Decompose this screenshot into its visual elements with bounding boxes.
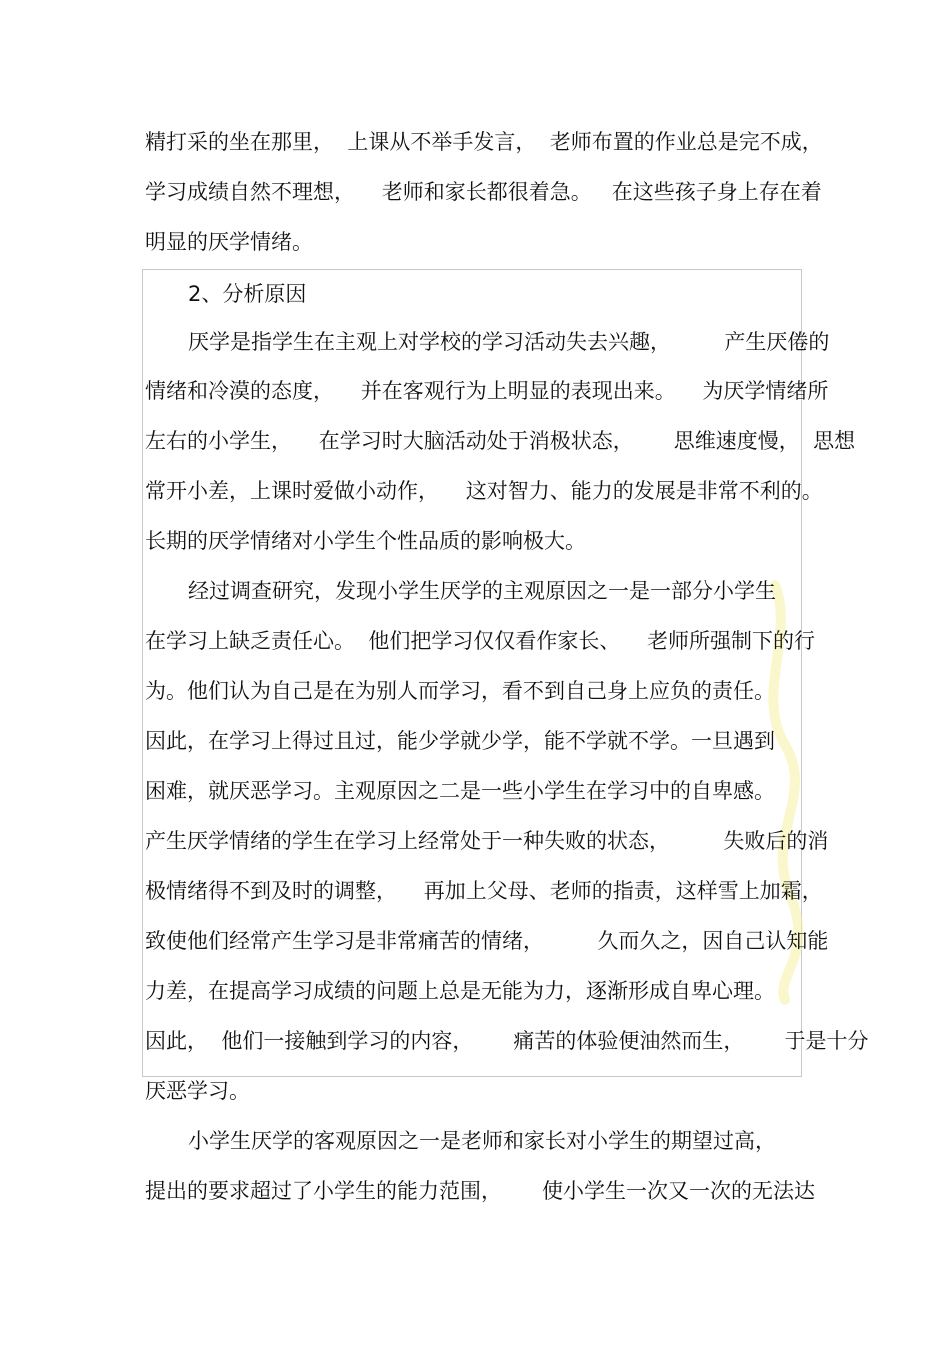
text-line-17: 致使他们经常产生学习是非常痛苦的情绪， 久而久之，因自己认知能	[145, 929, 829, 953]
text-line-18: 力差，在提高学习成绩的问题上总是无能为力，逐渐形成自卑心理。	[145, 979, 775, 1003]
text-line-5: 厌学是指学生在主观上对学校的学习活动失去兴趣， 产生厌倦的	[188, 330, 830, 354]
text-line-9: 长期的厌学情绪对小学生个性品质的影响极大。	[145, 529, 586, 553]
text-line-22: 提出的要求超过了小学生的能力范围， 使小学生一次又一次的无法达	[145, 1179, 816, 1203]
text-line-3: 明显的厌学情绪。	[145, 230, 313, 254]
text-line-10: 经过调查研究，发现小学生厌学的主观原因之一是一部分小学生	[188, 579, 776, 603]
text-line-11: 在学习上缺乏责任心。 他们把学习仅仅看作家长、 老师所强制下的行	[145, 629, 816, 653]
text-line-14: 困难，就厌恶学习。主观原因之二是一些小学生在学习中的自卑感。	[145, 779, 775, 803]
text-line-21: 小学生厌学的客观原因之一是老师和家长对小学生的期望过高，	[188, 1129, 776, 1153]
text-line-8: 常开小差，上课时爱做小动作， 这对智力、能力的发展是非常不利的。	[145, 479, 823, 503]
text-line-1: 精打采的坐在那里， 上课从不举手发言， 老师布置的作业总是完不成，	[145, 130, 823, 154]
text-line-16: 极情绪得不到及时的调整， 再加上父母、老师的指责，这样雪上加霜，	[145, 879, 823, 903]
text-line-12: 为。他们认为自己是在为别人而学习，看不到自己身上应负的责任。	[145, 679, 775, 703]
text-line-7: 左右的小学生， 在学习时大脑活动处于消极状态， 思维速度慢， 思想	[145, 429, 856, 453]
text-line-6: 情绪和冷漠的态度， 并在客观行为上明显的表现出来。 为厌学情绪所	[145, 379, 829, 403]
section-heading: 2、分析原因	[188, 282, 307, 306]
text-line-13: 因此，在学习上得过且过，能少学就少学，能不学就不学。一旦遇到	[145, 729, 775, 753]
text-line-19: 因此， 他们一接触到学习的内容， 痛苦的体验便油然而生， 于是十分	[145, 1029, 869, 1053]
text-line-20: 厌恶学习。	[145, 1079, 250, 1103]
text-line-2: 学习成绩自然不理想， 老师和家长都很着急。 在这些孩子身上存在着	[145, 180, 822, 204]
text-line-15: 产生厌学情绪的学生在学习上经常处于一种失败的状态， 失败后的消	[145, 829, 829, 853]
